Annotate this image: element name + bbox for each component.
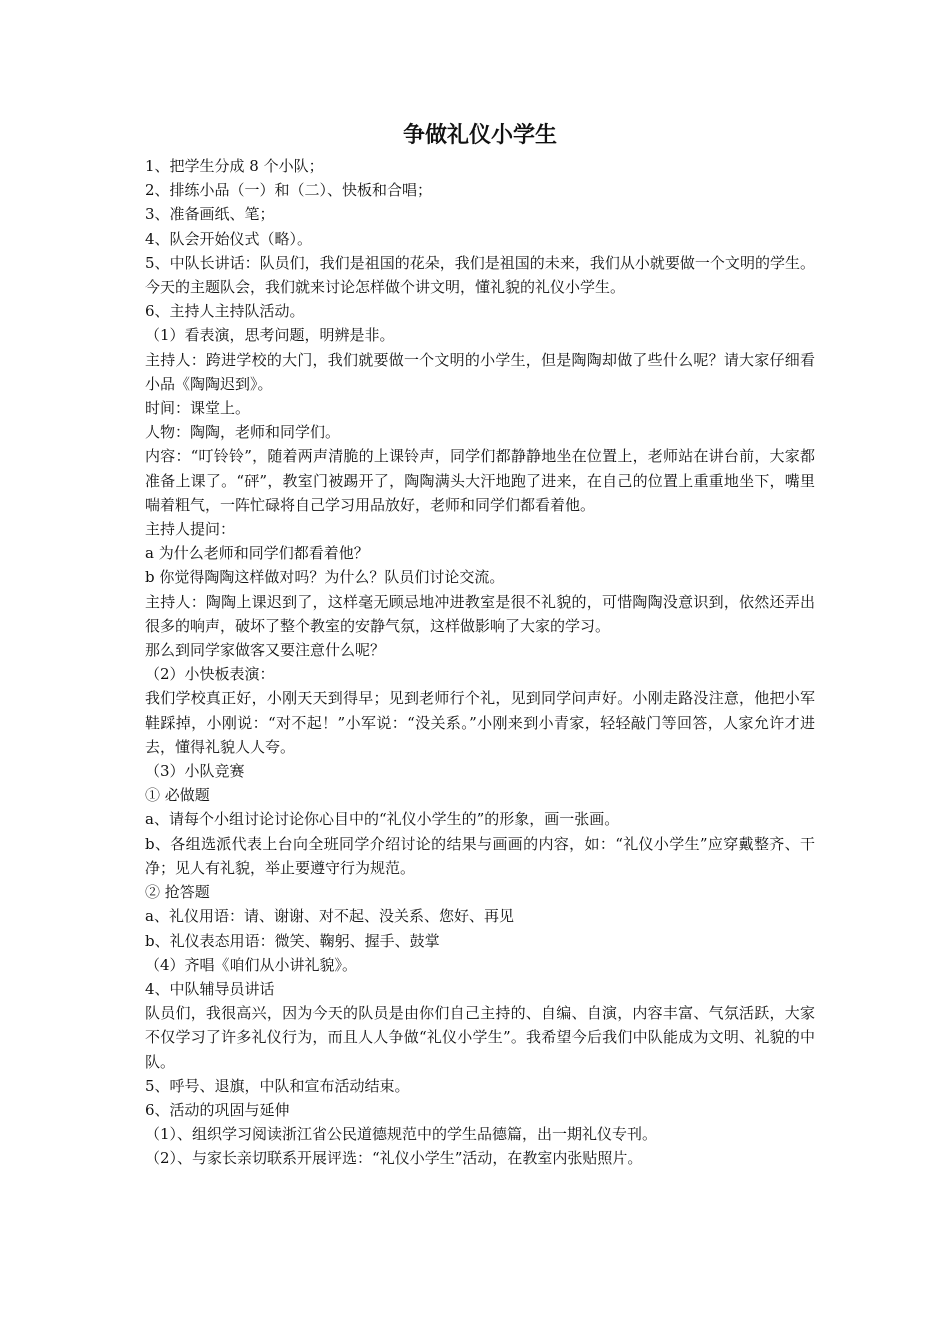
- paragraph: （1）、组织学习阅读浙江省公民道德规范中的学生品德篇，出一期礼仪专刊。: [145, 1125, 658, 1144]
- document-page: [145, 118, 815, 1171]
- paragraph: 主持人：陶陶上课迟到了，这样毫无顾忌地冲进教室是很不礼貌的，可惜陶陶没意识到，依然还弄出很多的响声，破坏了整个教室的安静气氛，这样做影响了大家的学习。: [145, 592, 815, 635]
- paragraph: 5、呼号、退旗，中队和宣布活动结束。: [145, 1076, 410, 1095]
- paragraph: 5、中队长讲话：队员们，我们是祖国的花朵，我们是祖国的未来，我们从小就要做一个文明的学生。今天的主题队会，我们就来讨论怎样做个讲文明，懂礼貌的礼仪小学生。: [145, 253, 815, 297]
- paragraph: 我们学校真正好，小刚天天到得早；见到老师行个礼，见到同学问声好。小刚走路没注意，他把小军鞋踩掉，小刚说：“对不起！”小军说：“没关系。”小刚来到小青家，轻轻敲门等回答，人家允许才进去，懂得礼貌人人夸。: [145, 689, 815, 756]
- paragraph: a、请每个小组讨论讨论你心目中的“礼仪小学生的”的形象，画一张画。: [145, 810, 620, 829]
- paragraph: 2、排练小品（一）和（二）、快板和合唱；: [145, 181, 433, 200]
- paragraph: 内容：“叮铃铃”，随着两声清脆的上课铃声，同学们都静静地坐在位置上，老师站在讲台前，大家都准备上课了。“砰”，教室门被踢开了，陶陶满头大汗地跑了进来，在自己的位置上重重地坐下，嘴里喘着粗气，一阵忙碌将自己学习用品放好，老师和同学们都看着他。: [145, 447, 815, 514]
- paragraph: 主持人：跨进学校的大门，我们就要做一个文明的小学生，但是陶陶却做了些什么呢？请大家仔细看小品《陶陶迟到》。: [145, 350, 815, 393]
- paragraph: 那么到同学家做客又要注意什么呢？: [145, 641, 386, 660]
- paragraph: （2）小快板表演：: [145, 665, 275, 684]
- paragraph: 1、把学生分成 8 个小队；: [145, 157, 324, 175]
- paragraph: （1）看表演，思考问题，明辨是非。: [145, 326, 395, 345]
- paragraph: b 你觉得陶陶这样做对吗？为什么？队员们讨论交流。: [145, 568, 505, 587]
- paragraph: 队员们，我很高兴，因为今天的队员是由你们自己主持的、自编、自演，内容丰富、气氛活跃，大家不仅学习了许多礼仪行为，而且人人争做“礼仪小学生”。我希望今后我们中队能成为文明、礼貌的中队。: [145, 1004, 815, 1071]
- paragraph: 3、准备画纸、笔；: [145, 205, 275, 224]
- paragraph: （3）小队竞赛: [145, 762, 245, 781]
- paragraph: 6、主持人主持队活动。: [145, 302, 305, 321]
- paragraph: ① 必做题: [145, 786, 210, 805]
- paragraph: 6、活动的巩固与延伸: [145, 1100, 290, 1119]
- paragraph: 4、队会开始仪式（略）。: [145, 229, 313, 248]
- paragraph: 主持人提问：: [145, 520, 236, 539]
- paragraph: ② 抢答题: [145, 883, 210, 902]
- paragraph: 时间：课堂上。: [145, 399, 251, 418]
- paragraph: （2）、与家长亲切联系开展评选：“礼仪小学生”活动，在教室内张贴照片。: [145, 1149, 643, 1168]
- paragraph: a 为什么老师和同学们都看着他？: [145, 544, 369, 563]
- document-body: [145, 154, 815, 1171]
- paragraph: （4）齐唱《咱们从小讲礼貌》。: [145, 955, 358, 974]
- paragraph: a、礼仪用语：请、谢谢、对不起、没关系、您好、再见: [145, 907, 514, 926]
- paragraph: 人物：陶陶，老师和同学们。: [145, 423, 341, 442]
- paragraph: 4、中队辅导员讲话: [145, 979, 275, 998]
- document-title: 争做礼仪小学生: [402, 123, 557, 148]
- paragraph: b、礼仪表态用语：微笑、鞠躬、握手、鼓掌: [145, 931, 440, 950]
- paragraph: b、各组选派代表上台向全班同学介绍讨论的结果与画画的内容，如：“礼仪小学生”应穿戴整齐、干净；见人有礼貌，举止要遵守行为规范。: [145, 834, 815, 877]
